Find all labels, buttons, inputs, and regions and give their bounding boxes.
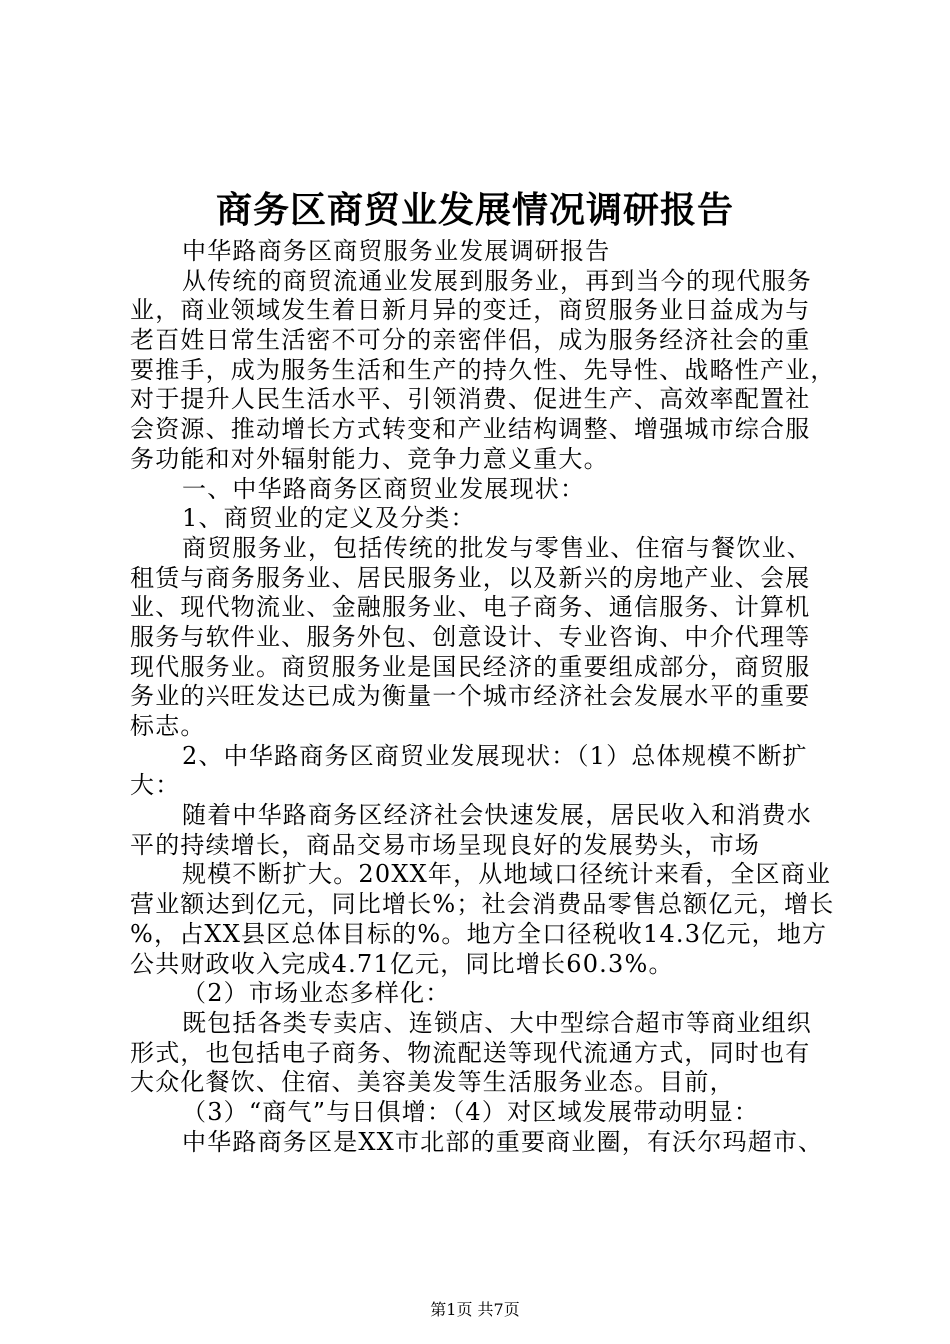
paragraph-line: 会资源、推动增长方式转变和产业结构调整、增强城市综合服 (130, 415, 811, 444)
paragraph-line: 老百姓日常生活密不可分的亲密伴侣，成为服务经济社会的重 (130, 326, 811, 355)
subsection-heading: 1、商贸业的定义及分类： (182, 504, 476, 533)
paragraph-line: 从传统的商贸流通业发展到服务业，再到当今的现代服务 (182, 266, 812, 295)
document-body (130, 237, 850, 1157)
subsection-heading: （2）市场业态多样化： (182, 979, 451, 1008)
subsection-heading-continued: 大： (130, 771, 181, 800)
paragraph-line: 标志。 (130, 712, 206, 740)
subtitle-line: 中华路商务区商贸服务业发展调研报告 (182, 237, 611, 265)
paragraph-line: 商贸服务业，包括传统的批发与零售业、住宿与餐饮业、 (182, 533, 812, 562)
document-title: 商务区商贸业发展情况调研报告 (215, 189, 734, 231)
paragraph-line: 中华路商务区是XX市北部的重要商业圈，有沃尔玛超市、 (182, 1127, 824, 1156)
paragraph-line: 业，商业领域发生着日新月异的变迁，商贸服务业日益成为与 (130, 296, 811, 325)
paragraph-line: 务功能和对外辐射能力、竞争力意义重大。 (130, 444, 609, 473)
subsection-heading: （3）“商气”与日俱增：（4）对区域发展带动明显： (182, 1097, 760, 1126)
section-heading: 一、中华路商务区商贸业发展现状： (182, 474, 586, 503)
paragraph-line: 规模不断扩大。20XX年，从地域口径统计来看，全区商业 (182, 860, 832, 889)
page-number-footer: 第1页 共7页 (430, 1300, 520, 1319)
paragraph-line: 公共财政收入完成4.71亿元，同比增长60.3%。 (130, 949, 674, 978)
paragraph-line: 业、现代物流业、金融服务业、电子商务、通信服务、计算机 (130, 593, 811, 622)
paragraph-line: 大众化餐饮、住宿、美容美发等生活服务业态。目前， (130, 1068, 735, 1097)
subsection-heading: 2、中华路商务区商贸业发展现状：（1）总体规模不断扩 (182, 741, 808, 770)
paragraph-line: 要推手，成为服务生活和生产的持久性、先导性、战略性产业， (130, 355, 836, 384)
paragraph-line: 形式，也包括电子商务、物流配送等现代流通方式，同时也有 (130, 1038, 811, 1067)
paragraph-line: 对于提升人民生活水平、引领消费、促进生产、高效率配置社 (130, 385, 811, 414)
paragraph-line: 既包括各类专卖店、连锁店、大中型综合超市等商业组织 (182, 1008, 812, 1037)
paragraph-line: %，占XX县区总体目标的%。地方全口径税收14.3亿元，地方 (130, 919, 828, 948)
paragraph-line: 现代服务业。商贸服务业是国民经济的重要组成部分，商贸服 (130, 652, 811, 681)
paragraph-line: 务业的兴旺发达已成为衡量一个城市经济社会发展水平的重要 (130, 682, 811, 711)
paragraph-line: 服务与软件业、服务外包、创意设计、专业咨询、中介代理等 (130, 622, 811, 651)
paragraph-line: 租赁与商务服务业、居民服务业，以及新兴的房地产业、会展 (130, 563, 811, 592)
paragraph-line: 营业额达到亿元，同比增长%；社会消费品零售总额亿元，增长 (130, 890, 835, 919)
paragraph-line: 平的持续增长，商品交易市场呈现良好的发展势头，市场 (130, 830, 760, 859)
paragraph-line: 随着中华路商务区经济社会快速发展，居民收入和消费水 (182, 801, 812, 830)
